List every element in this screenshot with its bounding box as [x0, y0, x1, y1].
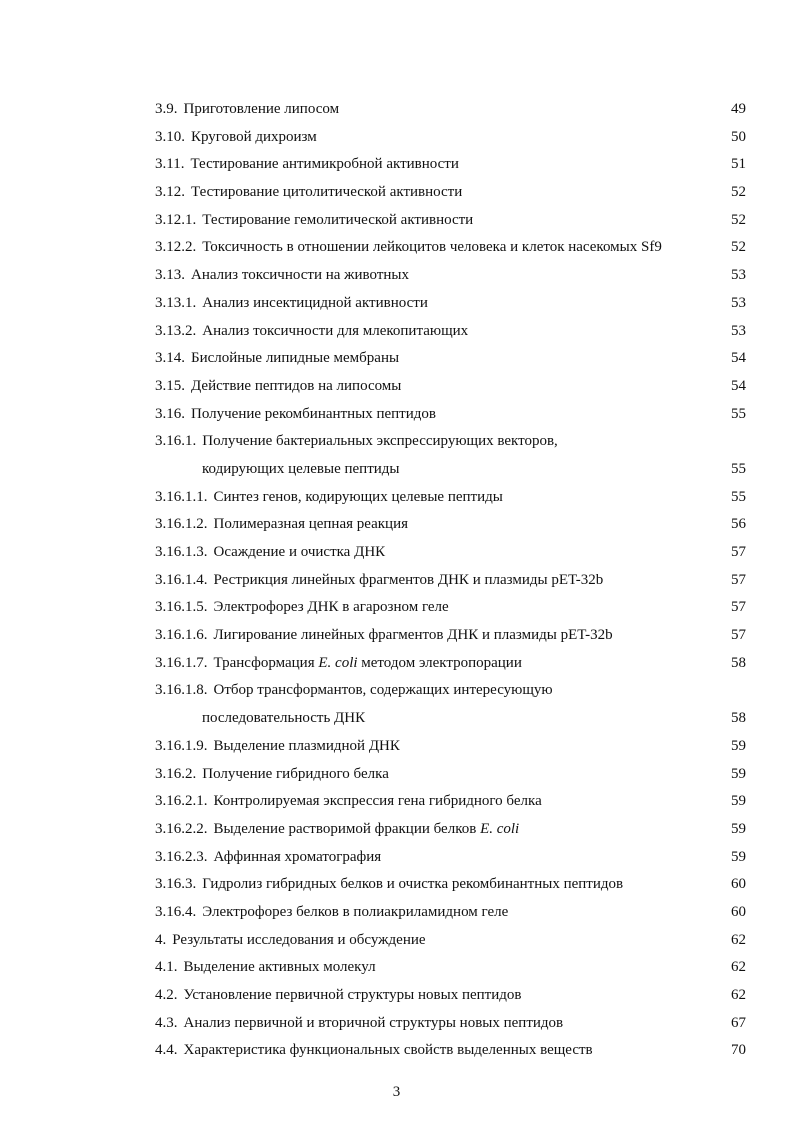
toc-entry-text: Трансформация	[213, 654, 315, 671]
toc-entry	[155, 761, 746, 789]
toc-entry-number: 3.13.1.	[155, 294, 197, 311]
toc-entry-text: Синтез генов, кодирующих целевые пептиды	[213, 488, 503, 505]
toc-entry-text: Рестрикция линейных фрагментов ДНК и плазмиды pET-32b	[213, 571, 604, 588]
toc-entry-page: 59	[731, 765, 746, 782]
toc-entry	[155, 290, 746, 318]
toc-entry-text: Действие пептидов на липосомы	[191, 377, 402, 394]
toc-entry-text: Отбор трансформантов, содержащих интересующую	[213, 682, 553, 699]
toc-entry-number: 3.16.1.5.	[155, 599, 208, 616]
toc-entry-title	[155, 567, 603, 595]
toc-entry-text: Тестирование гемолитической активности	[202, 211, 474, 228]
toc-entry-text: Электрофорез ДНК в агарозном геле	[213, 599, 449, 616]
toc-entry-number: 3.16.1.	[155, 433, 197, 450]
toc-entry-title	[155, 234, 662, 262]
toc-entry-number: 3.16.2.	[155, 765, 197, 782]
toc-entry-page: 58	[731, 654, 746, 671]
toc-entry-text: Выделение плазмидной ДНК	[213, 737, 400, 754]
toc-entry-text: Контролируемая экспрессия гена гибридного белка	[213, 793, 542, 810]
toc-entry-title	[155, 1037, 593, 1065]
toc-entry-title	[155, 511, 408, 539]
toc-entry	[155, 954, 746, 982]
toc-entry	[155, 1010, 746, 1038]
toc-entry-title	[155, 428, 558, 456]
toc-entry-title	[155, 982, 521, 1010]
toc-entry-text: Бислойные липидные мембраны	[191, 350, 400, 367]
toc-entry-number: 3.16.1.6.	[155, 627, 208, 644]
toc-entry-title	[155, 401, 436, 429]
toc-entry-continuation	[155, 705, 746, 733]
toc-entry	[155, 733, 746, 761]
toc-entry-number: 3.12.	[155, 184, 185, 201]
toc-entry-title	[155, 899, 508, 927]
toc-entry-text: Выделение активных молекул	[183, 959, 376, 976]
toc-entry	[155, 151, 746, 179]
toc-entry-page: 53	[731, 294, 746, 311]
toc-entry-title	[155, 539, 385, 567]
toc-entry-title	[155, 650, 522, 678]
toc-entry	[155, 567, 746, 595]
toc-entry-title	[155, 345, 399, 373]
toc-entry-number: 3.16.	[155, 405, 185, 422]
toc-entry	[155, 318, 746, 346]
toc-entry-title	[155, 318, 468, 346]
toc-entry-page: 52	[731, 211, 746, 228]
table-of-contents	[155, 96, 746, 1065]
toc-entry	[155, 899, 746, 927]
toc-entry-page: 62	[731, 959, 746, 976]
toc-entry-italic-text: E. coli	[318, 654, 358, 671]
toc-entry-number: 3.16.1.1.	[155, 488, 208, 505]
toc-entry-title	[155, 594, 449, 622]
toc-entry-page: 57	[731, 571, 746, 588]
toc-entry-text: методом электропорации	[361, 654, 522, 671]
toc-entry-text: Получение гибридного белка	[202, 765, 389, 782]
toc-entry-title	[155, 96, 339, 124]
toc-entry	[155, 622, 746, 650]
toc-entry-page: 57	[731, 627, 746, 644]
toc-entry-title	[155, 788, 542, 816]
toc-entry-page: 57	[731, 544, 746, 560]
toc-entry-number: 4.	[155, 931, 167, 948]
toc-entry-number: 3.16.4.	[155, 903, 197, 920]
toc-entry	[155, 677, 746, 705]
toc-entry	[155, 96, 746, 124]
toc-entry	[155, 484, 746, 512]
toc-entry-title	[155, 151, 459, 179]
page-number: 3	[392, 1084, 401, 1100]
toc-entry-title	[155, 816, 519, 844]
toc-entry-title	[155, 484, 503, 512]
toc-entry-text: Установление первичной структуры новых пептидов	[183, 987, 522, 1003]
toc-entry-page: 59	[731, 820, 746, 837]
toc-entry-number: 3.16.2.3.	[155, 848, 208, 865]
toc-entry	[155, 345, 746, 373]
toc-entry-continuation	[155, 456, 746, 484]
toc-entry	[155, 124, 746, 152]
toc-entry-text: Анализ первичной и вторичной структуры новых пептидов	[183, 1014, 564, 1031]
toc-entry-title	[155, 207, 473, 235]
toc-entry-number: 3.13.	[155, 267, 185, 284]
toc-entry	[155, 539, 746, 567]
toc-entry-number: 3.16.2.2.	[155, 820, 208, 837]
toc-entry-page: 62	[731, 987, 746, 1003]
toc-entry-page: 59	[731, 848, 746, 865]
toc-entry-text: Круговой дихроизм	[191, 128, 317, 145]
toc-entry-text: Результаты исследования и обсуждение	[172, 931, 426, 948]
toc-entry-page: 54	[731, 377, 746, 394]
toc-entry	[155, 207, 746, 235]
toc-entry-number: 3.11.	[155, 156, 185, 173]
toc-entry	[155, 373, 746, 401]
toc-entry	[155, 262, 746, 290]
toc-entry-title	[155, 456, 400, 484]
toc-entry	[155, 401, 746, 429]
toc-entry	[155, 594, 746, 622]
toc-entry-page: 52	[731, 239, 746, 256]
toc-entry-title	[155, 373, 401, 401]
toc-entry-title	[155, 1010, 563, 1038]
toc-entry-title	[155, 677, 553, 705]
toc-entry-page: 55	[731, 488, 746, 505]
toc-entry	[155, 871, 746, 899]
toc-entry-page: 59	[731, 793, 746, 810]
toc-entry-number: 3.16.3.	[155, 876, 197, 893]
toc-entry-text: Осаждение и очистка ДНК	[213, 544, 386, 560]
toc-entry-text: Анализ токсичности для млекопитающих	[202, 322, 469, 339]
toc-entry-title	[155, 705, 365, 733]
toc-entry	[155, 1037, 746, 1065]
toc-entry-number: 4.3.	[155, 1014, 178, 1031]
toc-entry	[155, 844, 746, 872]
toc-entry	[155, 788, 746, 816]
toc-entry-number: 3.10.	[155, 128, 185, 145]
toc-entry-text: Полимеразная цепная реакция	[213, 516, 409, 533]
toc-entry-page: 60	[731, 903, 746, 920]
toc-entry-page: 55	[731, 460, 746, 477]
toc-entry-text: Тестирование цитолитической активности	[191, 184, 463, 201]
toc-entry-number: 3.13.2.	[155, 322, 197, 339]
toc-entry-page: 54	[731, 350, 746, 367]
toc-entry-number: 4.4.	[155, 1042, 178, 1059]
toc-entry-text: Характеристика функциональных свойств выделенных веществ	[183, 1042, 593, 1059]
toc-entry-title	[155, 124, 317, 152]
toc-entry-text: Получение рекомбинантных пептидов	[191, 405, 436, 422]
toc-entry-number: 3.16.1.7.	[155, 654, 208, 671]
toc-entry-text: Токсичность в отношении лейкоцитов человека и клеток насекомых Sf9	[202, 239, 662, 256]
toc-entry-page: 70	[731, 1042, 746, 1059]
toc-entry-page: 67	[731, 1014, 746, 1031]
toc-entry-page: 51	[731, 156, 746, 173]
toc-entry-text: Аффинная хроматография	[213, 848, 382, 865]
toc-entry-title	[155, 179, 462, 207]
toc-entry-text: Лигирование линейных фрагментов ДНК и плазмиды pET-32b	[213, 627, 613, 644]
toc-entry-page: 58	[731, 710, 746, 727]
toc-entry-page: 53	[731, 322, 746, 339]
toc-entry-page: 57	[731, 599, 746, 616]
toc-entry-text: Тестирование антимикробной активности	[190, 156, 459, 173]
toc-entry-page: 56	[731, 516, 746, 533]
toc-entry-page: 55	[731, 405, 746, 422]
toc-entry-title	[155, 871, 623, 899]
toc-entry-page: 50	[731, 128, 746, 145]
toc-entry-number: 3.12.2.	[155, 239, 197, 256]
toc-entry	[155, 511, 746, 539]
toc-entry-title	[155, 262, 409, 290]
toc-entry	[155, 428, 746, 456]
toc-entry-number: 3.16.2.1.	[155, 793, 208, 810]
toc-entry-italic-text: E. coli	[480, 820, 520, 837]
toc-entry	[155, 816, 746, 844]
toc-entry-text: Получение бактериальных экспрессирующих векторов,	[202, 433, 558, 450]
toc-entry-title	[155, 927, 426, 955]
toc-entry-page: 62	[731, 931, 746, 948]
toc-entry-number: 4.2.	[155, 987, 178, 1003]
toc-entry-number: 3.16.1.8.	[155, 682, 208, 699]
toc-entry-page: 59	[731, 737, 746, 754]
toc-entry-text: последовательность ДНК	[202, 710, 366, 727]
toc-entry-number: 3.16.1.2.	[155, 516, 208, 533]
toc-entry	[155, 982, 746, 1010]
toc-entry-title	[155, 954, 376, 982]
toc-entry	[155, 650, 746, 678]
toc-entry-number: 4.1.	[155, 959, 178, 976]
toc-entry-number: 3.9.	[155, 101, 178, 117]
toc-entry-text: Анализ токсичности на животных	[191, 267, 409, 284]
toc-entry-text: Приготовление липосом	[183, 101, 340, 117]
toc-entry-page: 49	[731, 101, 746, 117]
toc-entry-text: Анализ инсектицидной активности	[202, 294, 428, 311]
toc-entry-number: 3.16.1.9.	[155, 737, 208, 754]
toc-entry	[155, 234, 746, 262]
toc-entry-number: 3.12.1.	[155, 211, 197, 228]
toc-entry	[155, 179, 746, 207]
toc-entry-title	[155, 761, 389, 789]
toc-entry-number: 3.16.1.4.	[155, 571, 208, 588]
toc-entry-page: 52	[731, 184, 746, 201]
toc-entry-text: Электрофорез белков в полиакриламидном геле	[202, 903, 509, 920]
toc-entry-title	[155, 844, 381, 872]
toc-entry-text: кодирующих целевые пептиды	[202, 460, 400, 477]
toc-entry-page: 60	[731, 876, 746, 893]
toc-entry-title	[155, 733, 400, 761]
toc-entry	[155, 927, 746, 955]
toc-entry-title	[155, 622, 613, 650]
toc-entry-title	[155, 290, 428, 318]
toc-entry-text: Гидролиз гибридных белков и очистка рекомбинантных пептидов	[202, 876, 624, 893]
toc-entry-number: 3.14.	[155, 350, 185, 367]
toc-entry-text: Выделение растворимой фракции белков	[213, 820, 477, 837]
toc-entry-page: 53	[731, 267, 746, 284]
toc-entry-number: 3.16.1.3.	[155, 544, 208, 560]
toc-entry-number: 3.15.	[155, 377, 185, 394]
